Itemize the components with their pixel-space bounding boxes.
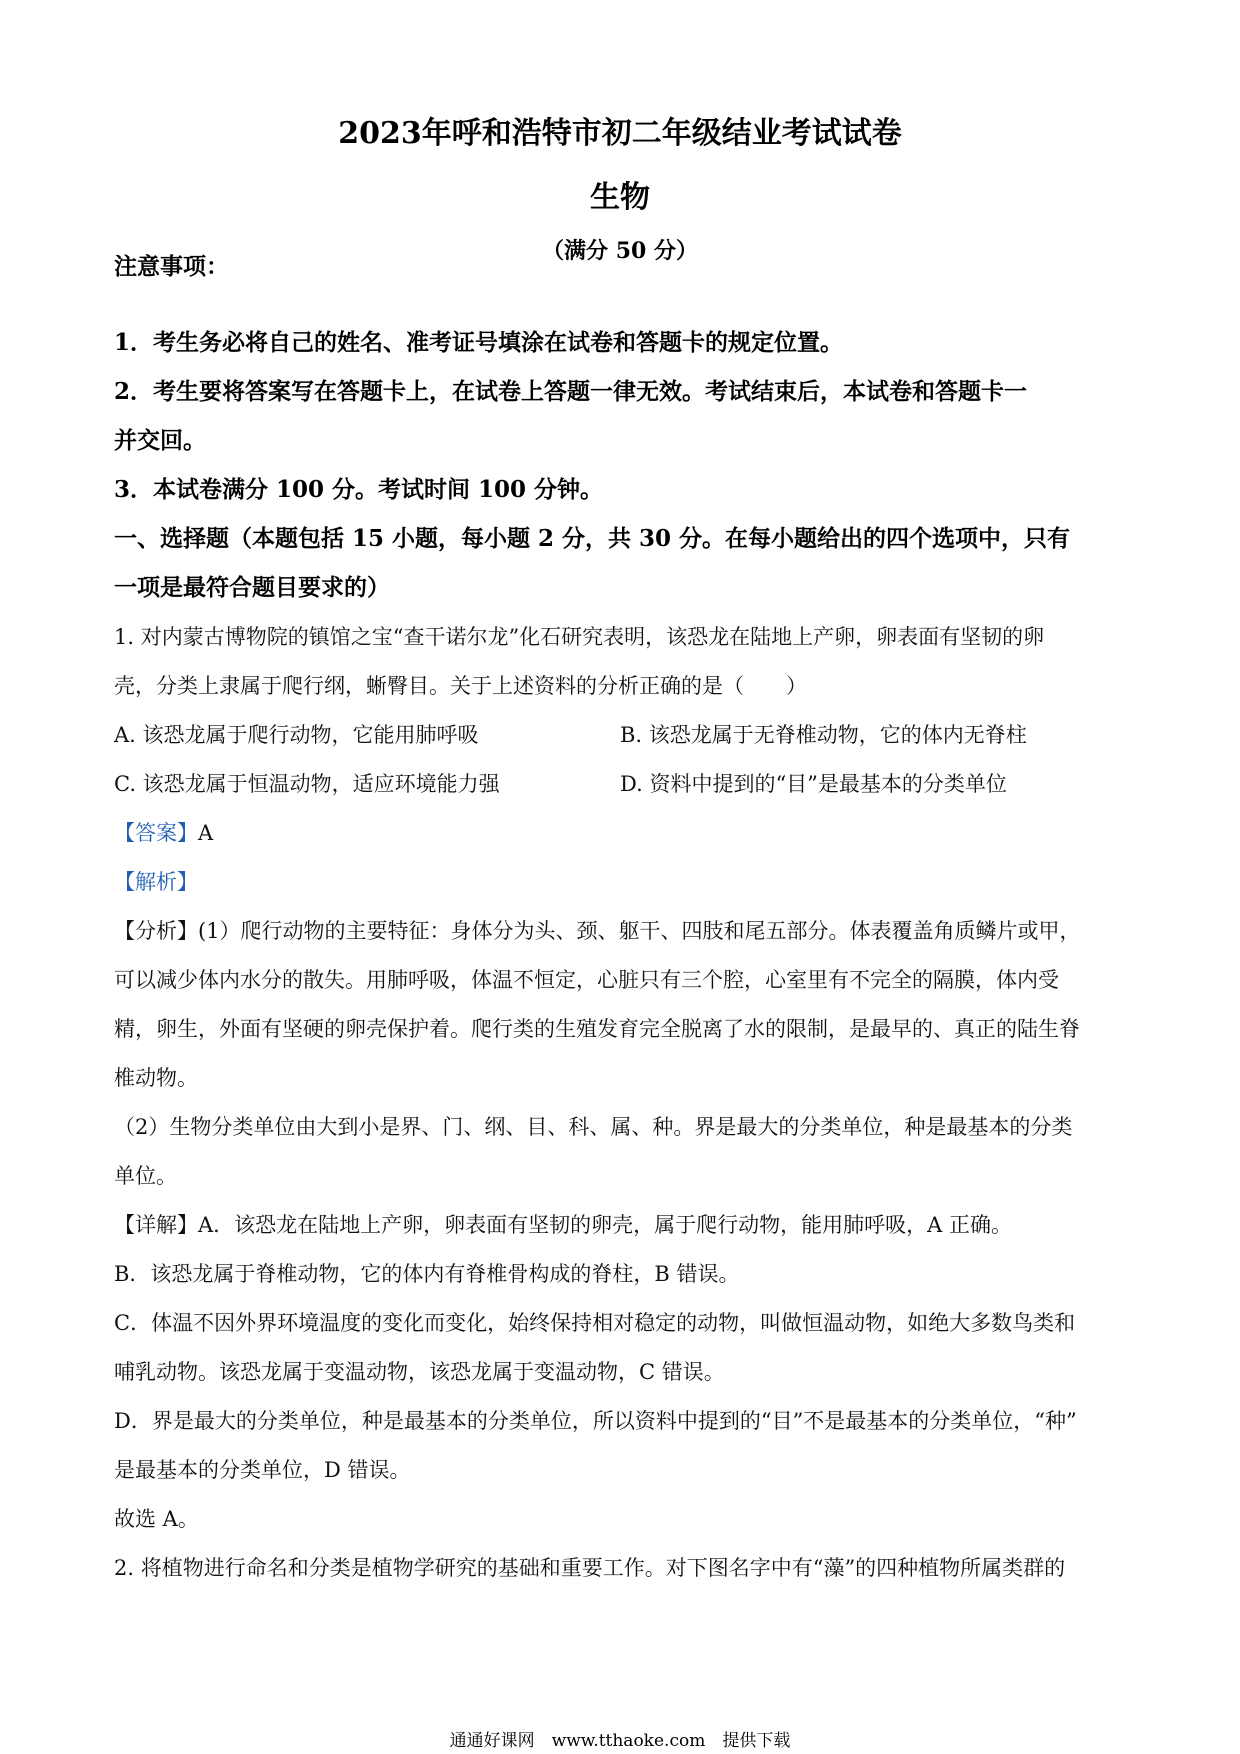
notice-item-2: 2．考生要将答案写在答题卡上，在试卷上答题一律无效。考试结束后，本试卷和答题卡一: [114, 378, 1028, 405]
q1-option-d: D. 资料中提到的“目”是最基本的分类单位: [620, 772, 1007, 796]
fenxi-line-1: [114, 916, 1126, 946]
fenxi-text-1: (1）爬行动物的主要特征：身体分为头、颈、躯干、四肢和尾五部分。体表覆盖角质鳞片或甲，: [198, 919, 1081, 943]
notice-heading: 注意事项：: [114, 253, 229, 280]
q2-stem-line-1: 2. 将植物进行命名和分类是植物学研究的基础和重要工作。对下图名字中有“藻”的四种植物所属类群的: [114, 1556, 1066, 1580]
score-note: （满分 50 分）: [542, 238, 698, 264]
fenxi-tag: 【分析】: [114, 919, 198, 943]
notice-item-1: 1．考生务必将自己的姓名、准考证号填涂在试卷和答题卡的规定位置。: [114, 329, 844, 356]
fenxi-line-2: 可以减少体内水分的散失。用肺呼吸，体温不恒定，心脏只有三个腔，心室里有不完全的隔膜，体内受: [114, 968, 1059, 992]
q1-conclusion: 故选 A。: [114, 1507, 199, 1531]
q1-stem-line-1: 1. 对内蒙古博物院的镇馆之宝“查干诺尔龙”化石研究表明，该恐龙在陆地上产卵，卵表面有坚韧的卵: [114, 625, 1045, 649]
xiangjie-tag: 【详解】: [114, 1213, 198, 1237]
fenxi-line-4: 椎动物。: [114, 1066, 198, 1090]
xiangjie-line-6: 是最基本的分类单位，D 错误。: [114, 1458, 411, 1482]
subject-title: 生物: [590, 180, 650, 215]
xiangjie-line-1: [114, 1210, 1126, 1240]
xiangjie-line-5: D．界是最大的分类单位，种是最基本的分类单位，所以资料中提到的“目”不是最基本的分类单位，“种”: [114, 1409, 1077, 1433]
fenxi-line-6: 单位。: [114, 1164, 177, 1188]
xiangjie-line-3: C．体温不因外界环境温度的变化而变化，始终保持相对稳定的动物，叫做恒温动物，如绝大多数鸟类和: [114, 1311, 1076, 1335]
fenxi-line-5: （2）生物分类单位由大到小是界、门、纲、目、科、属、种。界是最大的分类单位，种是最基本的分类: [114, 1115, 1073, 1139]
answer-tag: 【答案】: [114, 821, 198, 845]
notice-item-3: 3．本试卷满分 100 分。考试时间 100 分钟。: [114, 476, 604, 503]
section-heading-line-2: 一项是最符合题目要求的）: [114, 574, 390, 601]
q1-option-b: B. 该恐龙属于无脊椎动物，它的体内无脊柱: [620, 723, 1027, 747]
notice-item-2-cont: 并交回。: [114, 427, 206, 454]
q1-option-c: C. 该恐龙属于恒温动物，适应环境能力强: [114, 772, 500, 796]
xiangjie-line-2: B．该恐龙属于脊椎动物，它的体内有脊椎骨构成的脊柱，B 错误。: [114, 1262, 740, 1286]
q1-stem-line-2: 壳，分类上隶属于爬行纲，蜥臀目。关于上述资料的分析正确的是（ ）: [114, 674, 807, 698]
section-heading-line-1: 一、选择题（本题包括 15 小题，每小题 2 分，共 30 分。在每小题给出的四个选项中，只有: [114, 525, 1071, 552]
page-footer: 通通好课网 www.tthaoke.com 提供下载: [449, 1731, 791, 1751]
q1-option-a: A. 该恐龙属于爬行动物，它能用肺呼吸: [114, 723, 479, 747]
answer-value: A: [198, 821, 214, 845]
analysis-tag: 【解析】: [114, 870, 198, 894]
fenxi-line-3: 精，卵生，外面有坚硬的卵壳保护着。爬行类的生殖发育完全脱离了水的限制，是最早的、真正的陆生脊: [114, 1017, 1080, 1041]
exam-title: 2023年呼和浩特市初二年级结业考试试卷: [338, 116, 902, 151]
xiangjie-text-1: A．该恐龙在陆地上产卵，卵表面有坚韧的卵壳，属于爬行动物，能用肺呼吸，A 正确。: [198, 1213, 1013, 1237]
xiangjie-line-4: 哺乳动物。该恐龙属于变温动物，该恐龙属于变温动物，C 错误。: [114, 1360, 725, 1384]
q1-answer: [114, 818, 1126, 848]
